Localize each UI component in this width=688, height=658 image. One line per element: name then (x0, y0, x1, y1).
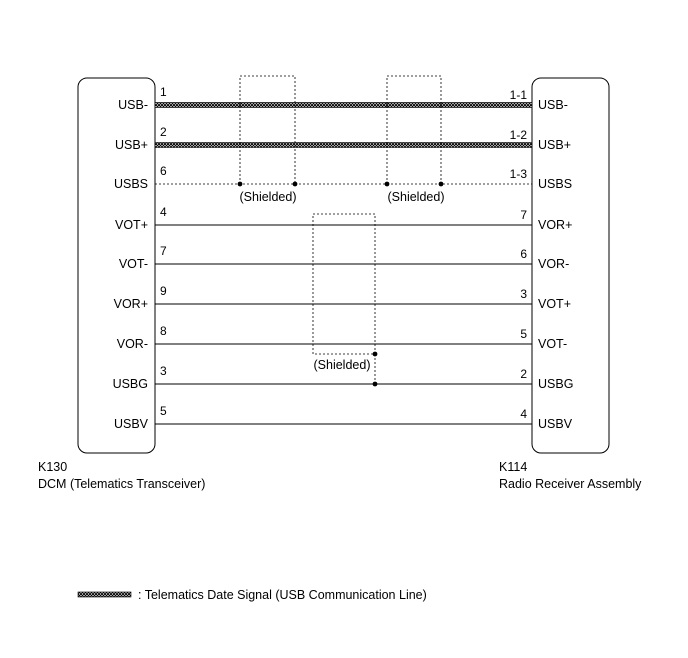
legend (78, 588, 427, 602)
wires (113, 85, 574, 431)
left-pin-number: 7 (160, 244, 167, 258)
right-terminal-label: USBG (538, 377, 574, 391)
right-pin-number: 6 (520, 247, 527, 261)
left-terminal-label: USBV (113, 417, 148, 431)
right-terminal-label: USBV (538, 417, 573, 431)
left-terminal-label: USB- (118, 98, 148, 112)
wire-line (155, 103, 532, 108)
right-pin-number: 5 (520, 327, 527, 341)
left-terminal-label: VOT- (118, 257, 148, 271)
shield-3-label: (Shielded) (313, 358, 371, 372)
wire-5 (119, 244, 569, 271)
right-component-code: K114 (499, 460, 528, 474)
left-terminal-label: VOT+ (115, 218, 148, 232)
wire-9 (114, 404, 573, 431)
left-terminal-label: USB+ (114, 138, 148, 152)
right-terminal-label: USBS (538, 177, 573, 191)
right-terminal-label: VOT+ (538, 297, 571, 311)
left-pin-number: 9 (160, 284, 167, 298)
right-component-name: Radio Receiver Assembly (499, 477, 642, 491)
wire-line (155, 143, 532, 148)
left-pin-number: 2 (160, 125, 167, 139)
wire-7 (117, 324, 567, 351)
shield-3 (313, 214, 377, 386)
right-pin-number: 1-1 (509, 88, 527, 102)
right-terminal-label: VOR- (538, 257, 570, 271)
left-pin-number: 5 (160, 404, 167, 418)
left-terminal-label: VOR- (116, 337, 148, 351)
right-pin-number: 7 (520, 208, 527, 222)
left-component-code: K130 (38, 460, 68, 474)
legend-usb-line-swatch (78, 592, 131, 597)
wire-3 (114, 164, 572, 191)
left-pin-number: 4 (160, 205, 167, 219)
legend-text: : Telematics Date Signal (USB Communication Line) (138, 588, 427, 602)
right-pin-number: 4 (520, 407, 527, 421)
wire-1 (118, 85, 568, 112)
left-pin-number: 1 (160, 85, 167, 99)
right-terminal-label: VOR+ (538, 218, 573, 232)
left-pin-number: 8 (160, 324, 167, 338)
wire-2 (115, 125, 571, 152)
left-terminal-label: USBG (112, 377, 148, 391)
shield-2 (385, 76, 445, 204)
wire-6 (114, 284, 571, 311)
left-terminal-label: USBS (113, 177, 148, 191)
left-component-name: DCM (Telematics Transceiver) (38, 477, 206, 491)
wire-4 (115, 205, 572, 232)
shield-1-label: (Shielded) (239, 190, 297, 204)
right-pin-number: 1-3 (509, 167, 527, 181)
right-terminal-label: USB+ (538, 138, 572, 152)
right-pin-number: 1-2 (509, 128, 527, 142)
right-terminal-label: VOT- (538, 337, 568, 351)
shield-2-label: (Shielded) (387, 190, 445, 204)
left-terminal-label: VOR+ (113, 297, 148, 311)
left-pin-number: 3 (160, 364, 167, 378)
left-pin-number: 6 (160, 164, 167, 178)
shield-1 (238, 76, 298, 204)
right-pin-number: 2 (520, 367, 527, 381)
right-pin-number: 3 (520, 287, 527, 301)
right-terminal-label: USB- (538, 98, 568, 112)
